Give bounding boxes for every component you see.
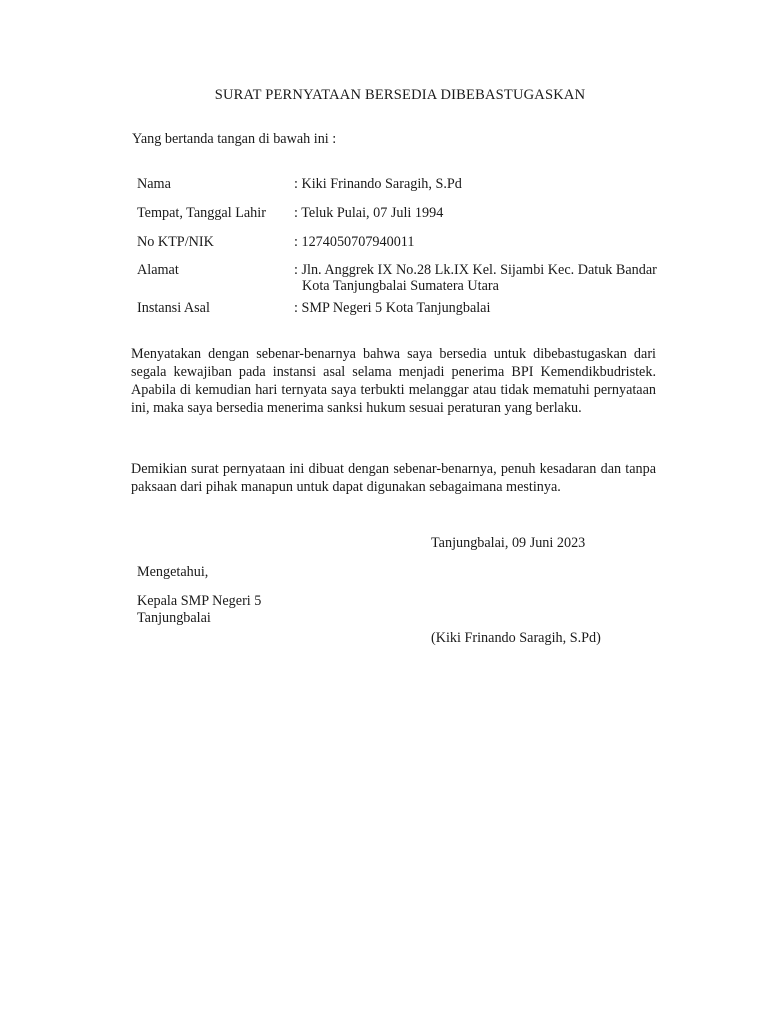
identity-value-instansi: : SMP Negeri 5 Kota Tanjungbalai: [294, 300, 491, 316]
intro-text: Yang bertanda tangan di bawah ini :: [132, 131, 337, 147]
identity-value-alamat: : Jln. Anggrek IX No.28 Lk.IX Kel. Sijambi Kec. Datuk Bandar Kota Tanjungbalai Sumatera Utara: [294, 262, 657, 294]
identity-label-nama: Nama: [137, 176, 171, 192]
identity-label-ktp: No KTP/NIK: [137, 234, 214, 250]
statement-paragraph: Menyatakan dengan sebenar-benarnya bahwa saya bersedia untuk dibebastugaskan dari segala kewajiban pada instansi asal selama menjadi penerima BPI Kemendikbudristek. Apabila di kemudian hari ternyata saya terbukti melanggar atau tidak mematuhi pernyataan ini, maka saya bersedia menerima sanksi hukum sesuai peraturan yang berlaku.: [131, 346, 656, 416]
identity-row-ktp: [137, 234, 657, 250]
principal-title: Kepala SMP Negeri 5 Tanjungbalai: [137, 593, 262, 626]
identity-label-instansi: Instansi Asal: [137, 300, 210, 316]
identity-row-alamat: [137, 262, 657, 294]
identity-row-ttl: [137, 205, 657, 221]
identity-value-ttl: : Teluk Pulai, 07 Juli 1994: [294, 205, 444, 221]
document-title: SURAT PERNYATAAN BERSEDIA DIBEBASTUGASKAN: [214, 87, 586, 103]
identity-label-alamat: Alamat: [137, 262, 179, 278]
identity-label-ttl: Tempat, Tanggal Lahir: [137, 205, 266, 221]
acknowledged-label: Mengetahui,: [137, 564, 209, 580]
identity-value-nama: : Kiki Frinando Saragih, S.Pd: [294, 176, 462, 192]
identity-value-ktp: : 1274050707940011: [294, 234, 415, 250]
identity-row-nama: [137, 176, 657, 192]
signer-name: (Kiki Frinando Saragih, S.Pd): [431, 630, 601, 646]
closing-paragraph: Demikian surat pernyataan ini dibuat dengan sebenar-benarnya, penuh kesadaran dan tanpa paksaan dari pihak manapun untuk dapat digunakan sebagaimana mestinya.: [131, 461, 656, 495]
place-date: Tanjungbalai, 09 Juni 2023: [431, 535, 586, 551]
identity-row-instansi: [137, 300, 657, 316]
